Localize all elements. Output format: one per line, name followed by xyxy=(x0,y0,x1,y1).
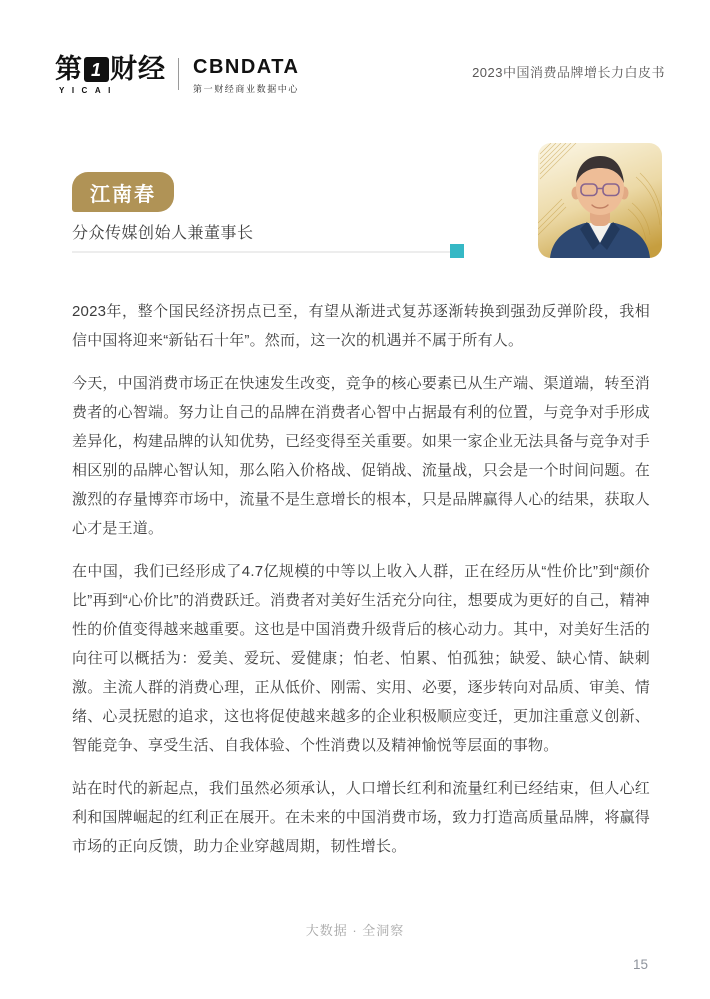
paragraph-2: 今天，中国消费市场正在快速发生改变，竞争的核心要素已从生产端、渠道端，转至消费者的心智端。努力让自己的品牌在消费者心智中占据最有利的位置，与竞争对手形成差异化，构建品牌的认知优势，已经变得至关重要。如果一家企业无法具备与竞争对手相区别的品牌心智认知，那么陷入价格战、促销战、流量战，只会是一个时间问题。在激烈的存量博弈市场中，流量不是生意增长的根本，只是品牌赢得人心的结果，获取人心才是王道。 xyxy=(72,375,650,537)
page-number: 15 xyxy=(632,957,648,972)
footer-slogan: 大数据 · 全洞察 xyxy=(305,923,405,938)
cbndata-logo xyxy=(193,57,299,95)
yicai-logo xyxy=(55,56,166,95)
speaker-name-badge: 江南春 xyxy=(72,172,174,212)
yicai-logo-wordmark xyxy=(55,56,166,83)
logo-divider xyxy=(178,58,179,90)
cbndata-wordmark: CBNDATA xyxy=(193,55,300,78)
speaker-title: 分众传媒创始人兼董事长 xyxy=(72,225,254,242)
portrait-illustration-icon xyxy=(538,143,662,258)
report-title: 2023中国消费品牌增长力白皮书 xyxy=(472,65,665,80)
yicai-char-post: 财经 xyxy=(110,54,166,84)
article-body xyxy=(72,297,650,875)
cbndata-subtext: 第一财经商业数据中心 xyxy=(193,83,300,94)
teal-accent-square-icon xyxy=(450,244,464,258)
speaker-portrait xyxy=(538,143,662,258)
yicai-logo-subtext: YICAI xyxy=(59,86,118,95)
yicai-one-icon: 1 xyxy=(84,57,109,82)
section-divider-line xyxy=(72,251,457,253)
header-logo-row xyxy=(55,56,299,95)
paragraph-3: 在中国，我们已经形成了4.7亿规模的中等以上收入人群，正在经历从“性价比”到“颜价比”再到“心价比”的消费跃迁。消费者对美好生活充分向往，想要成为更好的自己，精神性的价值变得越来越重要。这也是中国消费升级背后的核心动力。其中，对美好生活的向往可以概括为：爱美、爱玩、爱健康；怕老、怕累、怕孤独；缺爱、缺心情、缺刺激。主流人群的消费心理，正从低价、刚需、实用、必要，逐步转向对品质、审美、情绪、心灵抚慰的追求，这也将促使越来越多的企业积极顺应变迁，更加注重意义创新、智能竞争、享受生活、自我体验、个性消费以及精神愉悦等层面的事物。 xyxy=(72,563,650,754)
yicai-char-pre: 第 xyxy=(55,54,83,84)
paragraph-4: 站在时代的新起点，我们虽然必须承认，人口增长红利和流量红利已经结束，但人心红利和国牌崛起的红利正在展开。在未来的中国消费市场，致力打造高质量品牌，将赢得市场的正向反馈，助力企业穿越周期，韧性增长。 xyxy=(72,780,650,855)
paragraph-1: 2023年，整个国民经济拐点已至，有望从渐进式复苏逐渐转换到强劲反弹阶段，我相信中国将迎来“新钻石十年”。然而，这一次的机遇并不属于所有人。 xyxy=(72,303,650,349)
